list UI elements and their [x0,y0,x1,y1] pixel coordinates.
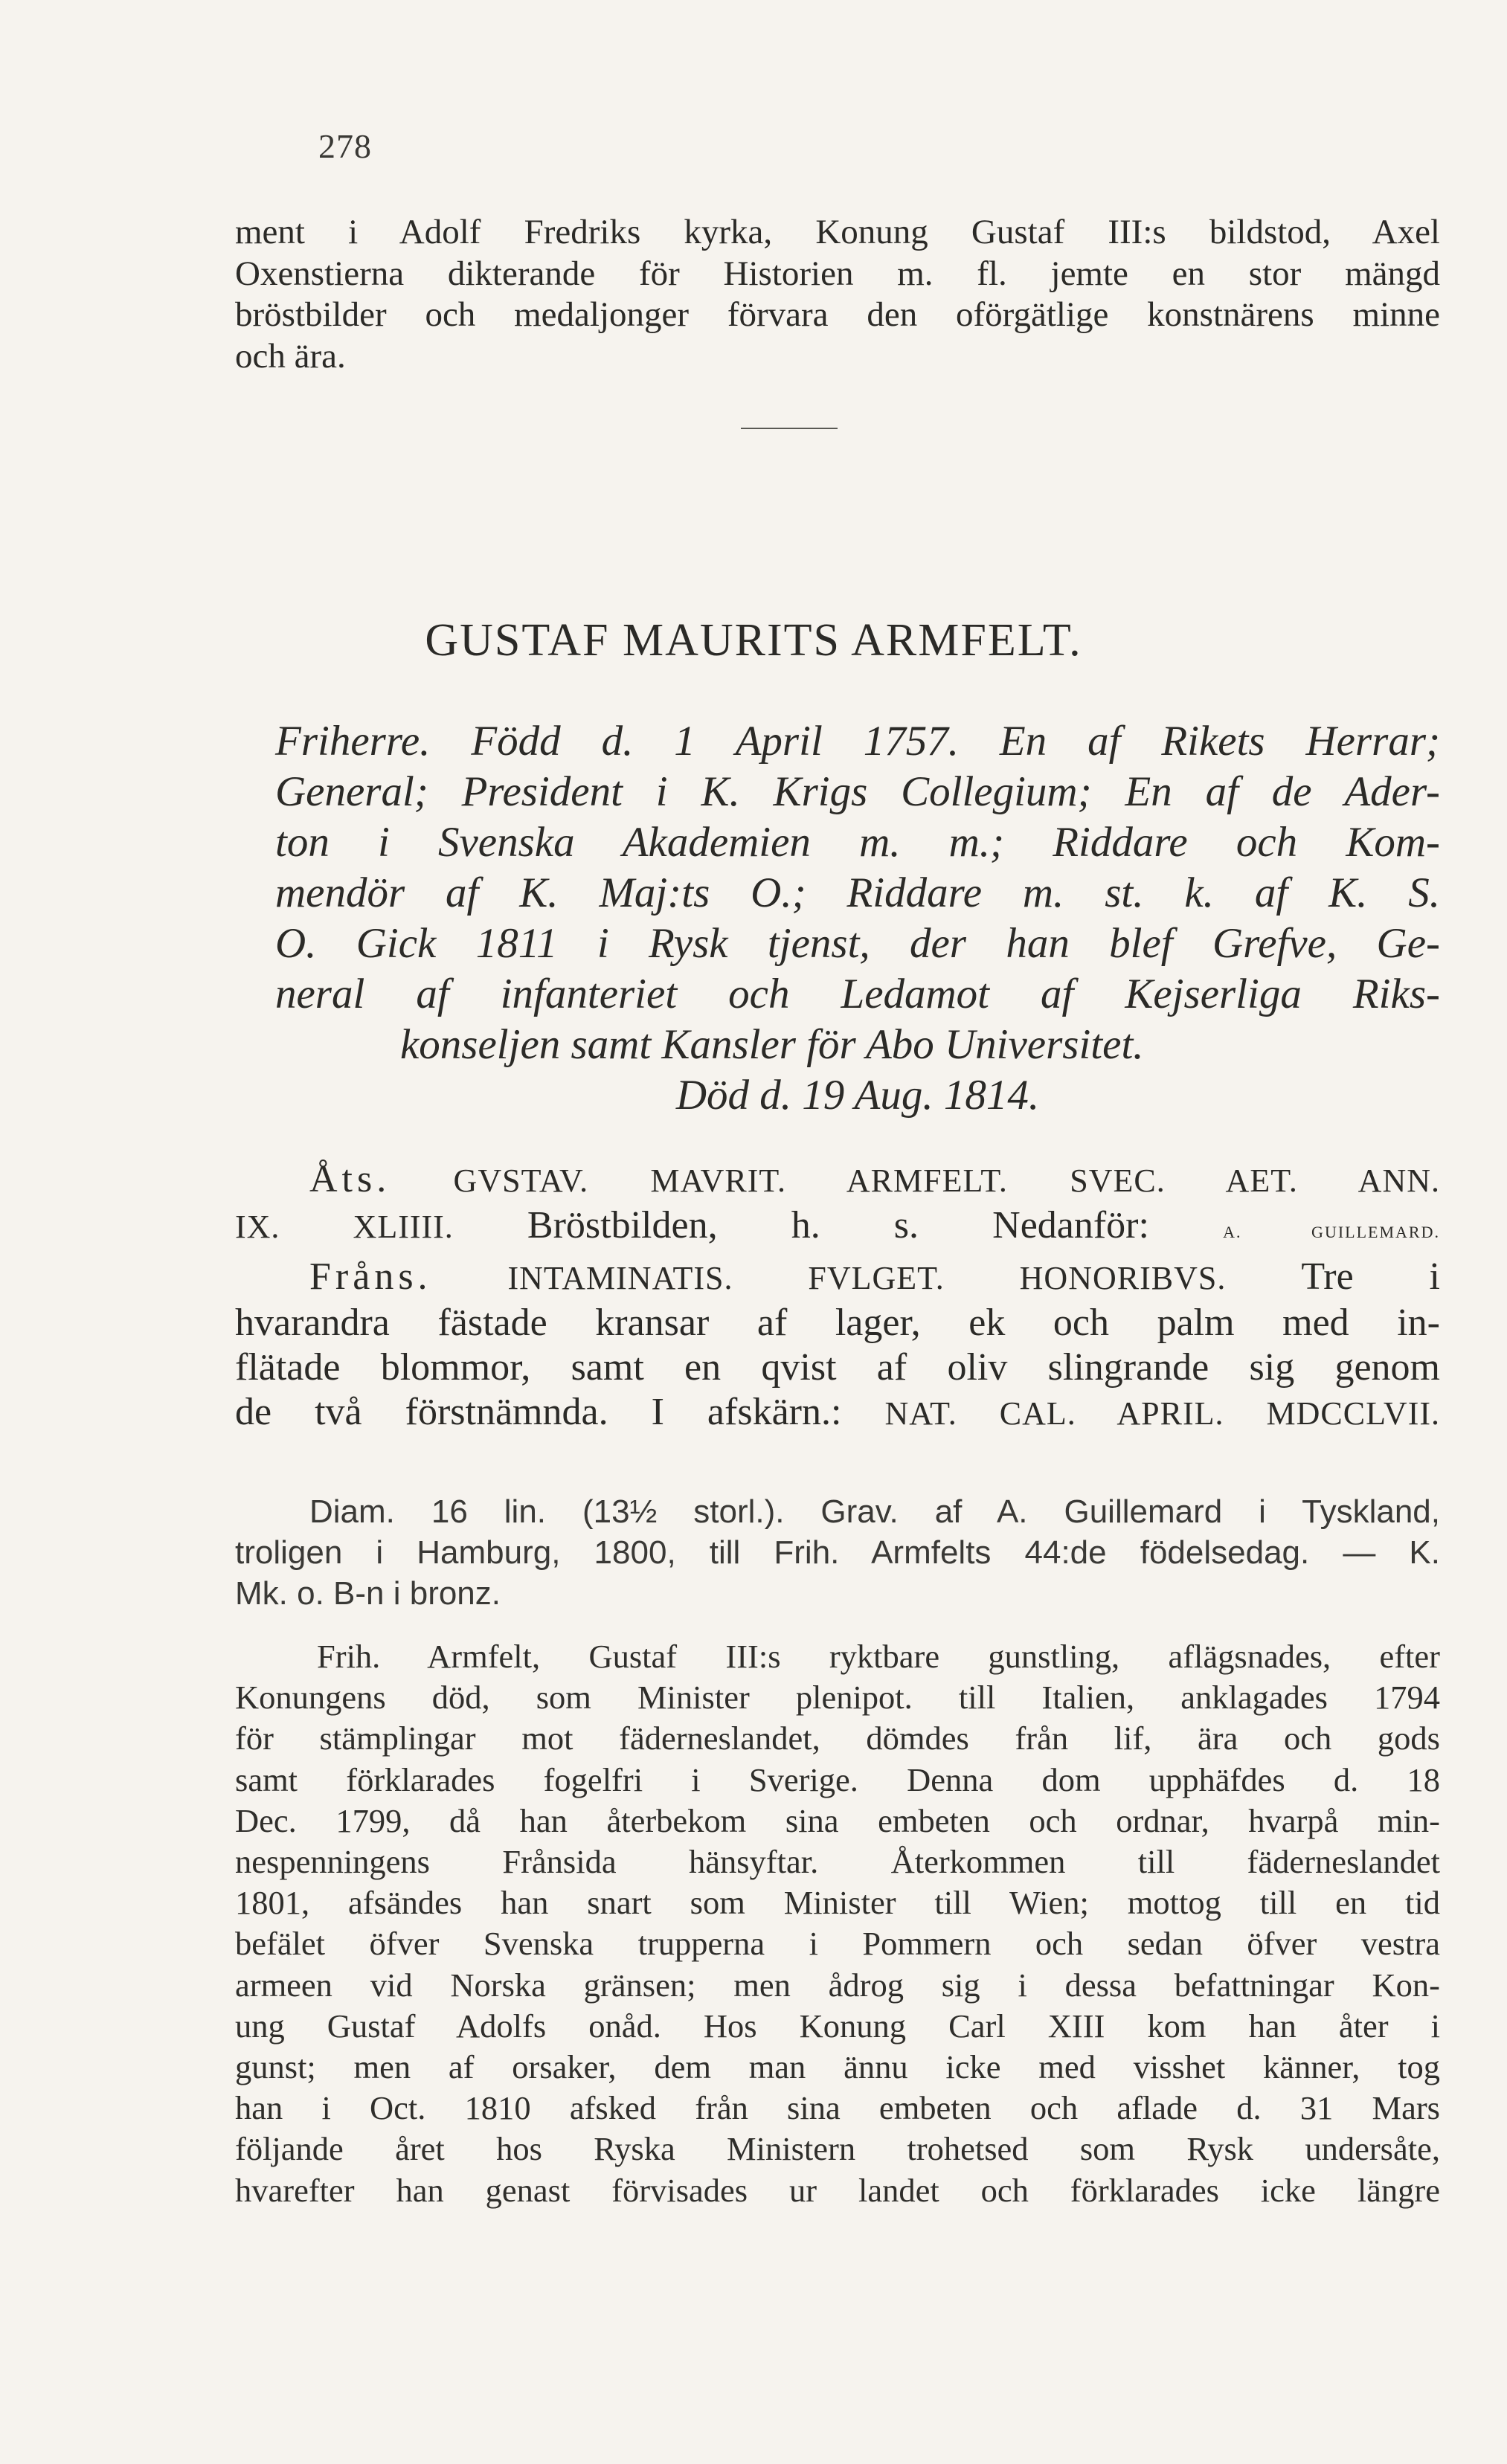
obverse-label: Åts. [309,1158,391,1200]
bio-line: mendör af K. Maj:ts O.; Riddare m. st. k. af K. S. [275,869,1440,916]
details-line: troligen i Hamburg, 1800, till Frih. Armfelts 44:de födelsedag. — K. [235,1534,1440,1571]
bio-line: Friherre. Född d. 1 April 1757. En af Rikets Herrar; [275,718,1440,765]
commentary-line: gunst; men af orsaker, dem man ännu icke med visshet känner, tog [235,2048,1440,2086]
commentary-line: hvarefter han genast förvisades ur landet och förklarades icke längre [235,2171,1440,2209]
exergue-line [235,1390,1440,1436]
engraver-signature: A. GUILLEMARD. [1223,1223,1440,1241]
commentary-line: samt förklarades fogelfri i Sverige. Denna dom upphäfdes d. 18 [235,1760,1440,1798]
commentary-line: Frih. Armfelt, Gustaf III:s ryktbare gunstling, aflägsnades, efter [317,1638,1440,1675]
bio-line: konseljen samt Kansler för Abo Universitet. [400,1021,1144,1068]
page-number: 278 [318,127,372,165]
section-heading: GUSTAF MAURITS ARMFELT. [425,615,1082,666]
commentary-line: nespenningens Frånsida hänsyftar. Återkommen till fäderneslandet [235,1843,1440,1881]
intro-line: Oxenstierna dikterande för Historien m. fl. jemte en stor mängd [235,254,1440,293]
reverse-desc-line: hvarandra fästade kransar af lager, ek och palm med in- [235,1302,1440,1344]
reverse-inscription: INTAMINATIS. FVLGET. HONORIBVS. [507,1260,1227,1296]
obverse-inscription: GVSTAV. MAVRIT. ARMFELT. SVEC. AET. ANN. [453,1162,1441,1199]
intro-line: bröstbilder och medaljonger förvara den oförgätlige konstnärens minne [235,295,1440,334]
details-line: Diam. 16 lin. (13½ storl.). Grav. af A. Guillemard i Tyskland, [309,1493,1440,1530]
bio-line: ton i Svenska Akademien m. m.; Riddare och Kom- [275,819,1440,866]
commentary-line: för stämplingar mot fäderneslandet, dömdes från lif, ära och gods [235,1720,1440,1757]
commentary-line: armeen vid Norska gränsen; men ådrog sig i dessa befattningar Kon- [235,1966,1440,2004]
reverse-label: Fråns. [309,1255,432,1298]
exergue-text: de två förstnämnda. I afskärn.: [235,1391,842,1433]
details-line: Mk. o. B-n i bronz. [235,1575,501,1612]
medal-details [235,1491,1440,1614]
commentary-line: följande året hos Ryska Ministern trohetsed som Rysk undersåte, [235,2130,1440,2168]
reverse-text: Tre i [1301,1255,1441,1298]
commentary-line: ung Gustaf Adolfs onåd. Hos Konung Carl XIII kom han åter i [235,2007,1440,2045]
obverse-line-2 [235,1203,1440,1255]
commentary-line: han i Oct. 1810 afsked från sina embeten och aflade d. 31 Mars [235,2089,1440,2127]
commentary-line: Konungens död, som Minister plenipot. till Italien, anklagades 1794 [235,1679,1440,1717]
intro-line: ment i Adolf Fredriks kyrka, Konung Gustaf III:s bildstod, Axel [235,213,1440,251]
bio-line: O. Gick 1811 i Rysk tjenst, der han blef Grefve, Ge- [275,920,1440,967]
intro-line: och ära. [235,336,346,376]
commentary-line: 1801, afsändes han snart som Minister till Wien; mottog till en tid [235,1884,1440,1922]
below-label: Nedanför: [992,1204,1149,1247]
exergue-inscription: NAT. CAL. APRIL. MDCCLVII. [884,1395,1441,1432]
commentary-line: befälet öfver Svenska trupperna i Pommern och sedan öfver vestra [235,1925,1440,1963]
medal-description [235,1157,1440,1436]
commentary-paragraph [235,1636,1440,2211]
obverse-inscription-cont: IX. XLIIII. [235,1209,454,1245]
biography-block [275,716,1440,1121]
intro-paragraph [235,212,1440,377]
reverse-line [235,1255,1440,1301]
section-divider [741,428,838,429]
bio-line: General; President i K. Krigs Collegium; En af de Ader- [275,768,1440,815]
bio-line: neral af infanteriet och Ledamot af Kejserliga Riks- [275,971,1440,1017]
commentary-line: Dec. 1799, då han återbekom sina embeten och ordnar, hvarpå min- [235,1801,1440,1839]
obverse-bust: Bröstbilden, h. s. [527,1204,919,1247]
bio-line: Död d. 19 Aug. 1814. [675,1072,1040,1119]
obverse-line [235,1157,1440,1203]
reverse-desc-line: flätade blommor, samt en qvist af oliv slingrande sig genom [235,1346,1440,1389]
